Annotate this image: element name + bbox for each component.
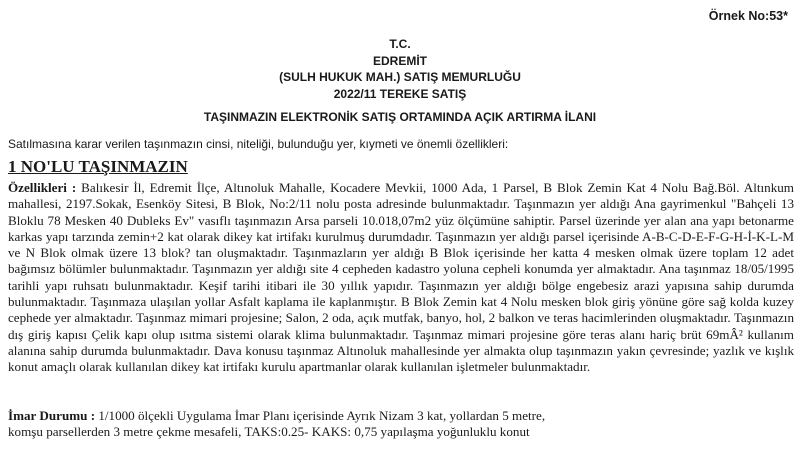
header-line-tc: T.C. [389,37,411,51]
property-heading: 1 NO'LU TAŞINMAZIN [8,157,188,176]
features-label: Özellikleri : [8,180,77,195]
header-line-office: (SULH HUKUK MAH.) SATIŞ MEMURLUĞU [279,70,521,84]
header-line-city: EDREMİT [373,53,427,68]
property-features [8,180,794,376]
header-line-case: 2022/11 TEREKE SATIŞ [333,86,467,101]
announcement-title: TAŞINMAZIN ELEKTRONİK SATIŞ ORTAMINDA AÇIK ARTIRMA İLANI [203,110,597,124]
institution-header [0,36,800,102]
intro-text: Satılmasına karar verilen taşınmazın cinsi, niteliği, bulunduğu yer, kıymeti ve önemli özellikleri: [8,137,509,151]
zoning-line-1: 1/1000 ölçekli Uygulama İmar Planı içerisinde Ayrık Nizam 3 kat, yollardan 5 metre, [98,408,546,423]
zoning-status [8,408,794,441]
zoning-line-2: komşu parsellerden 3 metre çekme mesafeli, TAKS:0.25- KAKS: 0,75 yapılaşma yoğunluklu konut [8,424,530,440]
features-text: Balıkesir İl, Edremit İlçe, Altınoluk Mahalle, Kocadere Mevkii, 1000 Ada, 1 Parsel, B Blok Zemin Kat 4 Nolu Bağ.Böl. Altınkum mahallesi, 2197.Sokak, Esenköy Sitesi, B Blok, No:2/11 nolu posta adresinde bulunmaktadır. Taşınmazın yer aldığı Ana gayrimenkul "Bahçeli 13 Bloklu 78 Mesken 40 Dubleks Ev" vasıflı taşınmazın Arsa parseli 10.018,07m2 yüz ölçümüne sahiptir. Parsel üzerinde yer alan ana yapı betonarme karkas yapı tarzında zemin+2 kat olarak dikey kat irtifakı kurulmuş durumdadır. Taşınmazın yer aldığı parsel içerisinde A-B-C-D-E-F-G-H-İ-K-L-M ve N Blok olmak üzere 13 blok? tan oluşmaktadır. Taşınmazların yer aldığı B Blok içerisinde her katta 4 mesken olmak üzere toplam 12 adet bağımsız bölümler bulunmaktadır. Taşınmazın yer aldığı site 4 cepheden kadastro yoluna cepheli konumda yer almaktadır. Ana taşınmaz 18/05/1995 tarihli yapı ruhsatı bulunmaktadır. Keşif tarihi itibari ile 30 yıllık yapıdır. Taşınmazın yer aldığı bölge engebesiz arazi yapısına sahip durumda bulunmaktadır. Taşınmaza ulaşılan yollar Asfalt kaplama ile kaplanmıştır. B Blok Zemin kat 4 Nolu mesken blok giriş yönüne göre sağ kolda kuzey cephede yer almaktadır. Taşınmaz mimari projesine; Salon, 2 oda, açık mutfak, banyo, hol, 2 balkon ve teras hacimlerinden oluşmaktadır. Taşınmazın dış giriş kapısı Çelik kapı olup ısıtma sistemi olarak klima bulunmaktadır. Taşınmaz mimari projesine göre teras alanı hariç brüt 69mÂ² kullanım alanına sahip durumda bulunmaktadır. Dava konusu taşınmaz Altınoluk mahallesinde yer almakta olup taşınmazın yakın çevresinde; yazlık ve kışlık konut amaçlı olarak kullanılan dikey kat irtifakı kurulu apartmanlar olarak kullanılan işletmeler bulunmaktadır. [8,180,794,375]
sample-number: Örnek No:53* [708,9,788,23]
zoning-label: İmar Durumu : [8,408,96,423]
